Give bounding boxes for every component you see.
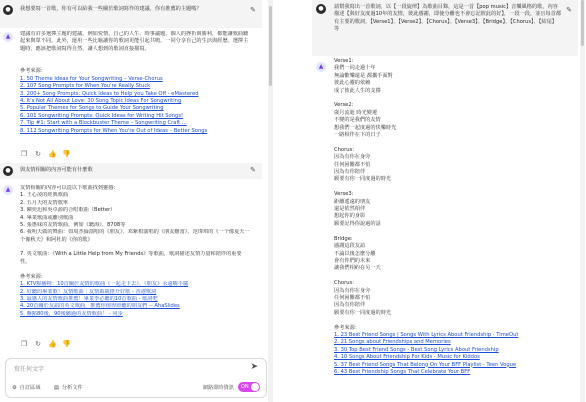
assistant-message-1: [0, 28, 262, 158]
copy-icon[interactable]: ❐: [20, 150, 28, 158]
web-search-label: 網路即時資訊: [202, 385, 234, 391]
list-item: 4. 畢業歌曲或離別歌曲: [20, 214, 74, 221]
lyric-line: 感謝這段友誼: [334, 243, 366, 250]
thumbs-up-icon[interactable]: 👍: [48, 150, 57, 158]
reference-link[interactable]: 1. KTV點播榜：10首關於友情的歌曲《一起走下去》、《朋友》永遠嗨不膩: [20, 281, 189, 288]
user-message-1: [0, 0, 262, 28]
user-avatar: ●: [3, 5, 13, 15]
list-item: 6. 我明天做的舞曲：如周杰倫演唱的《朋友》、邓紫棋演唱的《朋友難當》，范瑋琪的《一个像夏天一个像秋天》和阿杜的《你的歌》: [20, 229, 250, 243]
refresh-icon[interactable]: ↻: [35, 150, 41, 158]
reference-link[interactable]: 3. 30 Top Best Friend Songs - Best Song Lyrics About Friendship: [334, 346, 499, 353]
lyric-line: 還是依然相伴: [334, 206, 366, 213]
message-actions: [20, 150, 70, 158]
lyric-line: 任何困難都不怕: [334, 294, 371, 301]
lyric-line: 願要有你一同度過的時光: [334, 176, 392, 183]
lyrics-body: [334, 58, 568, 376]
lyric-line: 因為有你在身旁: [334, 287, 371, 294]
assistant-message-body: [20, 185, 252, 318]
reference-link[interactable]: 6. 101 Songwriting Prompts: Quick Ideas for Writing Hit Songs!: [20, 112, 184, 119]
section-title: Chorus:: [334, 146, 354, 153]
reference-link[interactable]: 6. 43 Best Friendship Songs That Celebrate Your BFF: [334, 368, 471, 375]
message-actions: [20, 340, 70, 348]
right-chat-pane: [312, 0, 586, 402]
lyric-line: 因為有你在身旁: [334, 154, 371, 161]
web-search-toggle[interactable]: [238, 382, 260, 392]
reference-link[interactable]: 2. 21 Songs about Friendships and Memories: [334, 339, 451, 346]
analyze-file-button[interactable]: [54, 384, 83, 391]
reference-link[interactable]: 4. It's Not All About Love: 30 Song Topic Ideas For Songwriting: [20, 98, 182, 105]
reference-link[interactable]: 2. 107 Song Prompts for When You're Really Stuck: [20, 83, 151, 90]
section-title: Verse2:: [334, 102, 354, 109]
thumbs-down-icon[interactable]: 👎: [62, 150, 71, 158]
right-scrollbar[interactable]: [580, 0, 585, 402]
section-title: Verse3:: [334, 191, 354, 198]
reference-link[interactable]: 2. 好聽的畢業歌！友情歌曲｜友情萬歲推介好歌 - 香港歌詞: [20, 288, 157, 295]
copy-icon[interactable]: ❐: [20, 340, 28, 348]
list-item: 7. 英文歌曲：《With a Little Help from My Friends》等歌曲，歌詞描述友情力量和陪伴的重要性。: [20, 251, 242, 265]
reference-link[interactable]: 1. 23 Best Friend Songs | Songs With Lyrics About Friendship - TimeOut: [334, 331, 519, 338]
lyrics-section: [334, 58, 568, 95]
edit-icon[interactable]: ✎: [566, 6, 572, 14]
lyric-line: 我們一同走過十年: [334, 65, 376, 72]
reference-link[interactable]: 4. 10 Songs About Friendship For Kids - Music for Kiddos: [334, 354, 480, 361]
list-item: 3. 陳奕迅和吳卓源的合唱歌曲（Better）: [20, 207, 116, 214]
user-message-text: 請幫我寫出一首歌詞，以【一段旋律】為歌曲目錄，這是一首【pop music】音樂風格的歌，內容描述【與好友度過10年的友情，彼此感謝，即使分離也不會忘記彼此的好】，一段一段，並且每首都有主要的歌詞，【Verse1】、【Verse2】、【Chorus】、【Verse3】、【Bridge】、【Chorus】、【結尾】等: [334, 4, 562, 33]
lyric-line: 任何困難都不怕: [334, 161, 371, 168]
assistant-intro: 友情相關的內容可以從以下歌曲找到靈感：: [20, 185, 119, 191]
reference-link[interactable]: 4. 20首關於友誼的英文歌曲，推薦你值得聆聽的朋友們 -- AhaSlides: [20, 303, 180, 310]
scrollbar-thumb[interactable]: [581, 0, 584, 46]
reference-link[interactable]: 8. 112 Songwriting Prompts for When You're Out of Ideas – Better Songs: [20, 127, 208, 134]
lyric-line: 讓我們相約在另一天: [334, 265, 381, 272]
lyrics-section: [334, 236, 568, 273]
refresh-icon[interactable]: ↻: [35, 340, 41, 348]
lyric-line: 彼此心靈的依賴: [334, 80, 371, 87]
lyric-line: 因為有你陪伴: [334, 302, 366, 309]
lyric-line: 距離遙遠的朋友: [334, 198, 371, 205]
left-scrollbar[interactable]: [268, 0, 273, 402]
custom-area-button[interactable]: [12, 384, 40, 391]
assistant-intro: 建議有許多選擇主題的建議，例如愛情、自己的人生、時事議題、個人的挫折與勝利，都能讓歌曲聽起來與眾不同。此外，運用一些比喻讓你的歌詞更能引起共鳴，一同分享自己的生活與經歷。選擇主題時，應該把歌詞寫得自然，讓人想到的歌詞直接描寫。: [20, 31, 249, 52]
edit-icon[interactable]: ✎: [250, 6, 256, 14]
lyric-line: 想我們一起度過的快樂時光: [334, 124, 397, 131]
references-label: 參考來源：: [334, 324, 360, 331]
reference-link[interactable]: 7. Tip #1: Start with a Blockbuster Theme – Songwriting Craft ...: [20, 120, 187, 127]
lyrics-section: [334, 102, 568, 139]
thumbs-down-icon[interactable]: 👎: [62, 340, 71, 348]
lyrics-section: [334, 147, 568, 184]
lyric-line: 想起你的身影: [334, 213, 366, 220]
list-item: 5. 張惠妹的友情歌曲，例如《聽海》、8708等: [20, 222, 126, 229]
lyric-line: 一路相伴在下的日子: [334, 132, 381, 139]
lyric-line: 歲月流逝 時光變遷: [334, 109, 378, 116]
lyrics-section: [334, 280, 568, 317]
edit-icon[interactable]: ✎: [250, 166, 256, 174]
reference-link[interactable]: 1. 50 Theme Ideas for Your Songwriting – Verse-Chorus: [20, 75, 163, 82]
section-title: Chorus:: [334, 280, 354, 287]
thumbs-up-icon[interactable]: 👍: [48, 340, 57, 348]
user-avatar: ●: [3, 166, 13, 176]
user-message-text: 我想要寫一首歌，你有可以給我一些關於歌詞寫作的建議，你有推薦的主題嗎？: [20, 6, 202, 12]
lyric-line: 會有你們的未來: [334, 257, 371, 264]
user-avatar: ●: [316, 4, 326, 14]
references-label: 參考來源：: [20, 68, 46, 75]
lyric-line: 不論以後怎麼分離: [334, 250, 376, 257]
send-icon[interactable]: ➤: [250, 362, 258, 372]
assistant-message-body: [20, 31, 252, 135]
section-title: Bridge:: [334, 235, 353, 242]
toggle-knob: [251, 383, 259, 391]
assistant-message-2: [0, 183, 262, 353]
assistant-avatar-icon: ▲: [3, 32, 13, 42]
list-item: 2. 五月天的友情歌單: [20, 199, 69, 206]
scrollbar-thumb[interactable]: [269, 6, 272, 86]
references-label: 參考來源：: [20, 273, 46, 280]
message-input[interactable]: 寫任何文字: [14, 366, 45, 373]
section-title: Verse1:: [334, 58, 354, 64]
lyric-line: 無論歡樂還是 都攜手面對: [334, 72, 393, 79]
lyric-line: 願要記得你說過的話: [334, 220, 381, 227]
assistant-avatar-icon: ▲: [316, 62, 326, 72]
custom-area-label: 自訂區域: [19, 385, 41, 391]
file-icon: ▤: [54, 384, 59, 391]
reference-link[interactable]: 3. 最感人的友情歌曲推薦！畢業季必聽的10首歌曲 - 歌詞吧: [20, 296, 158, 303]
reference-link[interactable]: 5. 盤點80後，90後聽過的友情歌曲！ - 同步: [20, 310, 123, 317]
analyze-file-label: 分析文件: [61, 385, 83, 391]
reference-link[interactable]: 5. 37 Best Friend Songs That Belong On Your BFF Playlist - Teen Vogue: [334, 361, 517, 368]
user-message-text: 與友情相關的內容可能有什麼歌: [20, 167, 93, 173]
user-message-2: [0, 163, 262, 179]
lyric-line: 不變的是我們的友情: [334, 117, 381, 124]
message-composer: [5, 358, 267, 398]
assistant-avatar-icon: ▲: [3, 185, 13, 195]
user-message: [312, 0, 578, 56]
reference-link[interactable]: 5. Popular Themes for Songs to Guide Your Songwriting: [20, 105, 164, 112]
reference-link[interactable]: 3. 200+ Song Prompts: Quick Ideas to Help you Take Off - eMastered: [20, 90, 199, 97]
lyric-line: 願要有你一同度過的時光: [334, 309, 392, 316]
toggle-state-label: ON: [241, 384, 249, 390]
lyric-line: 因為有你陪伴: [334, 169, 366, 176]
left-chat-pane: [0, 0, 270, 402]
lyric-line: 成了彼此人生的支撐: [334, 87, 381, 94]
lyrics-section: [334, 191, 568, 228]
sliders-icon: ⚙: [12, 384, 17, 391]
list-item: 1. 王心凌的經典歌曲: [20, 192, 69, 199]
